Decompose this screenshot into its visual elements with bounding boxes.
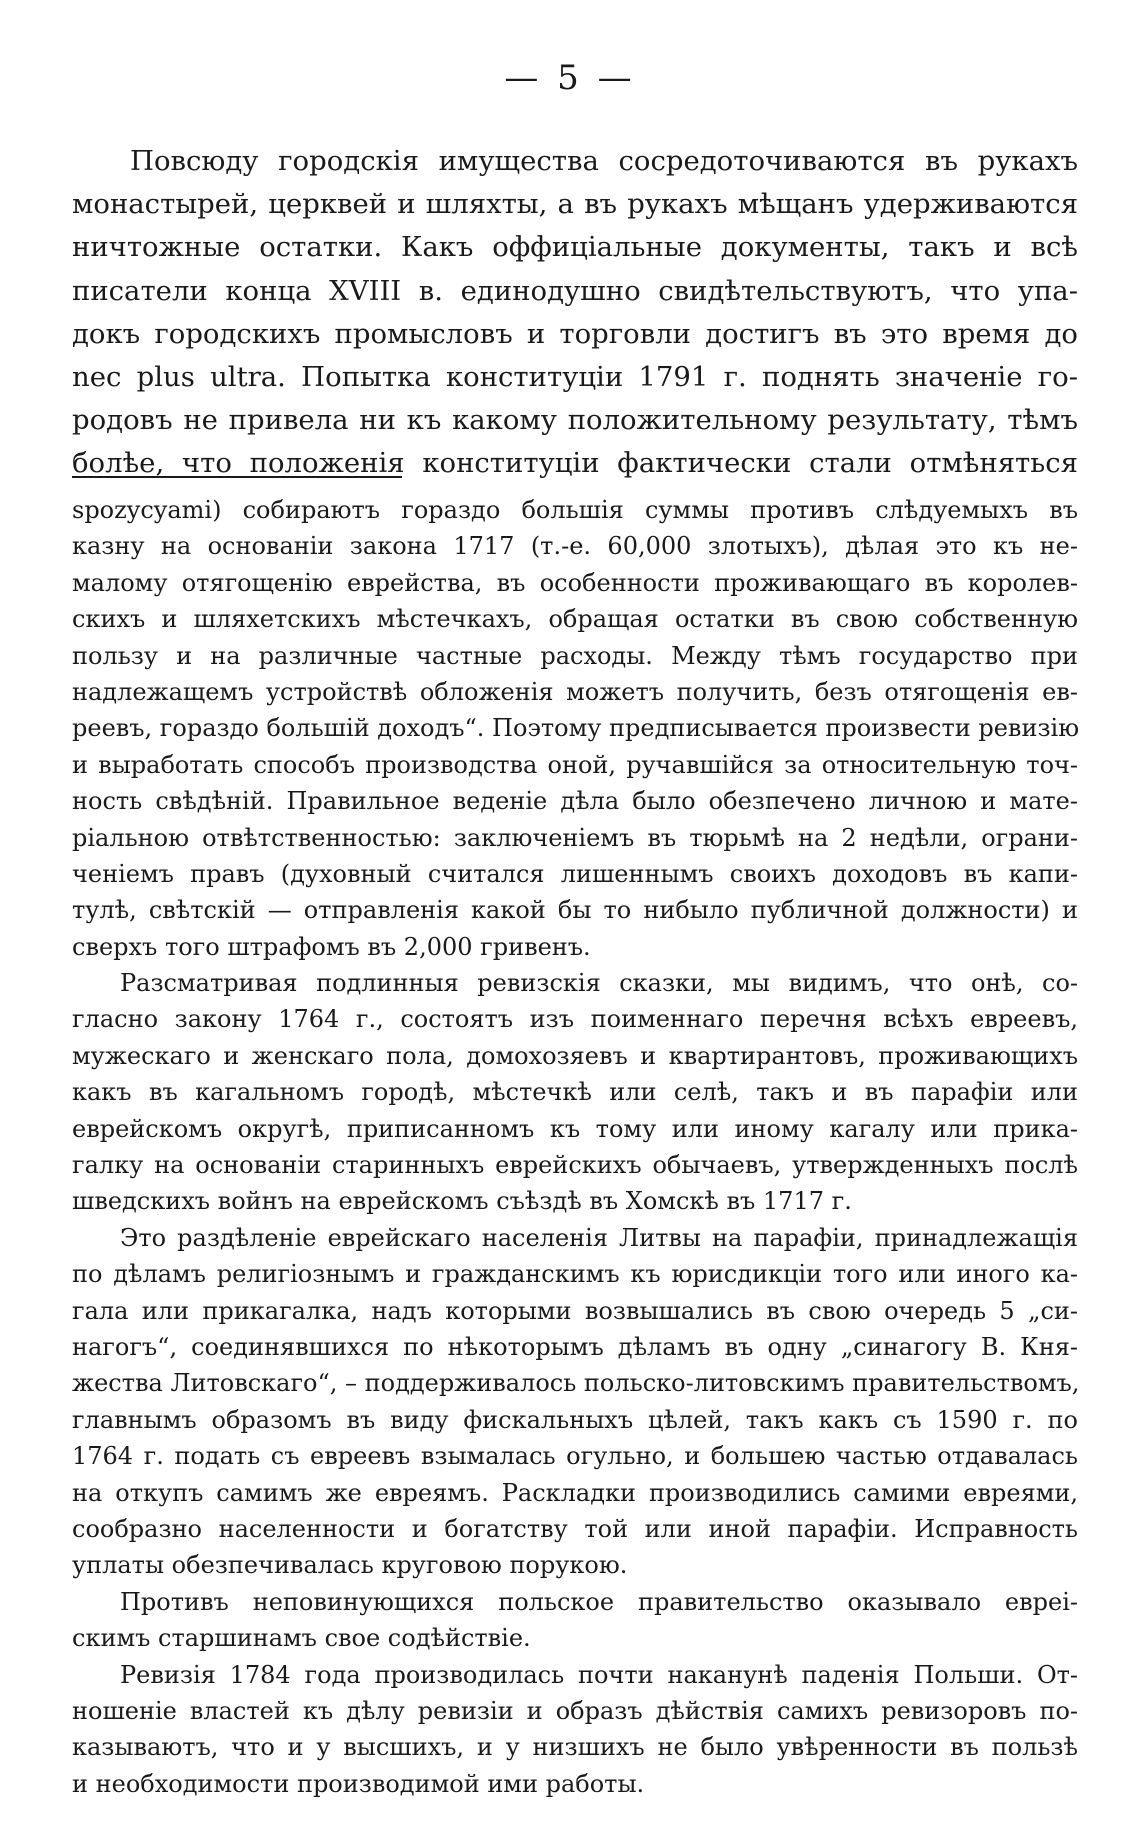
footnote-line: пользу и на различные частные расходы. Между тѣмъ государство при — [72, 641, 1078, 670]
text-line: сообразно населенности и богатству той или иной парафіи. Исправность — [72, 1514, 1078, 1543]
text-line: уплаты обезпечивалась круговою порукою. — [72, 1551, 628, 1580]
text-line: писатели конца XVIII в. единодушно свидѣтельствуютъ, что упа- — [72, 274, 1078, 307]
footnote-line: надлежащемъ устройствѣ обложенія можетъ получить, безъ отягощенія ев- — [72, 677, 1078, 706]
paragraph-division — [72, 1220, 1078, 1584]
text-line: гала или прикагалка, надъ которыми возвышались въ свою очередь 5 „си- — [72, 1296, 1078, 1325]
text-line: мужескаго и женскаго пола, домохозяевъ и квартирантовъ, проживающихъ — [72, 1041, 1078, 1070]
footnote-divider — [72, 476, 402, 478]
text-line: гласно закону 1764 г., состоятъ изъ поименнаго перечня всѣхъ евреевъ, — [72, 1005, 1078, 1034]
text-line: еврейскомъ округѣ, приписанномъ къ тому или иному кагалу или прика- — [72, 1114, 1078, 1143]
text-line: жества Литовскаго“, – поддерживалось польско-литовскимъ правительствомъ, — [72, 1369, 1080, 1398]
text-line: по дѣламъ религіознымъ и гражданскимъ къ юрисдикціи того или иного ка- — [72, 1260, 1078, 1289]
text-line: казываютъ, что и у высшихъ, и у низшихъ не было увѣренности въ пользѣ — [72, 1733, 1078, 1762]
main-text-top — [72, 140, 1078, 486]
footnote-line: ность свѣдѣній. Правильное веденіе дѣла было обезпечено личною и мате- — [72, 787, 1078, 816]
footnote-line: сверхъ того штрафомъ въ 2,000 гривенъ. — [72, 932, 591, 961]
text-line: главнымъ образомъ въ виду фискальныхъ цѣлей, такъ какъ съ 1590 г. по — [72, 1405, 1078, 1434]
footnote-line: тулѣ, свѣтскій — отправленія какой бы то нибыло публичной должности) и — [72, 896, 1078, 925]
text-line: Противъ неповинующихся польское правительство оказывало евреі- — [120, 1587, 1078, 1616]
paragraph-revision — [72, 1657, 1078, 1803]
lower-text — [72, 492, 1078, 1802]
text-line: на откупъ самимъ же евреямъ. Раскладки производились самими евреями, — [72, 1478, 1078, 1507]
text-line: болѣе, что положенія конституціи фактически стали отмѣняться — [72, 447, 1078, 480]
text-line: родовъ не привела ни къ какому положительному результату, тѣмъ — [72, 404, 1078, 437]
footnote-line: spozycyami) собираютъ гораздо большія суммы противъ слѣдуемыхъ въ — [72, 496, 1078, 524]
text-line: ничтожные остатки. Какъ оффиціальные документы, такъ и всѣ — [72, 231, 1078, 264]
text-line: Ревизія 1784 года производилась почти наканунѣ паденія Польши. От- — [120, 1660, 1078, 1689]
text-line: шведскихъ войнъ на еврейскомъ съѣздѣ въ Хомскѣ въ 1717 г. — [72, 1187, 852, 1216]
text-line: Разсматривая подлинныя ревизскія сказки, мы видимъ, что онѣ, со- — [120, 969, 1078, 998]
text-line: Повсюду городскія имущества сосредоточиваются въ рукахъ — [130, 145, 1078, 177]
footnote-line: скихъ и шляхетскихъ мѣстечкахъ, обращая остатки въ свою собственную — [72, 605, 1078, 634]
text-line: скимъ старшинамъ свое содѣйствіе. — [72, 1624, 531, 1653]
footnote-line: ченіемъ правъ (духовный считался лишеннымъ своихъ доходовъ въ капи- — [72, 859, 1078, 888]
text-line: nec plus ultra. Попытка конституціи 1791 г. поднять значеніе го- — [72, 360, 1078, 393]
footnote-line: малому отягощенію еврейства, въ особенности проживающаго въ королев- — [72, 568, 1078, 597]
text-line: ношеніе властей къ дѣлу ревизіи и образъ дѣйствія самихъ ревизоровъ по- — [72, 1696, 1078, 1725]
footnote — [72, 492, 1078, 965]
text-line: какъ въ кагальномъ городѣ, мѣстечкѣ или селѣ, такъ и въ парафіи или — [72, 1078, 1078, 1107]
text-line: галку на основаніи старинныхъ еврейскихъ обычаевъ, утвержденныхъ послѣ — [72, 1151, 1078, 1180]
paragraph-census — [72, 965, 1078, 1220]
footnote-line: и выработать способъ производства оной, ручавшійся за относительную точ- — [72, 750, 1078, 779]
footnote-line: реевъ, гораздо большій доходъ“. Поэтому предписывается произвести ревизію — [72, 714, 1080, 743]
footnote-line: казну на основаніи закона 1717 (т.-е. 60,000 злотыхъ), дѣлая это къ не- — [72, 532, 1078, 561]
text-line: докъ городскихъ промысловъ и торговли достигъ въ это время до — [72, 317, 1078, 350]
text-line: нагогъ“, соединявшихся по нѣкоторымъ дѣламъ въ одну „синагогу В. Кня- — [72, 1332, 1078, 1361]
text-line: и необходимости производимой ими работы. — [72, 1769, 645, 1798]
text-line: Это раздѣленіе еврейскаго населенія Литвы на парафіи, принадлежащія — [120, 1223, 1078, 1252]
text-line: 1764 г. подать съ евреевъ взымалась огульно, и большею частью отдавалась — [72, 1442, 1078, 1471]
page-number: — 5 — — [504, 58, 636, 98]
text-line: монастырей, церквей и шляхты, а въ рукахъ мѣщанъ удерживаются — [72, 188, 1078, 221]
paragraph-government — [72, 1584, 1078, 1657]
footnote-line: ріальною отвѣтственностью: заключеніемъ въ тюрьмѣ на 2 недѣли, ограни- — [72, 823, 1078, 852]
